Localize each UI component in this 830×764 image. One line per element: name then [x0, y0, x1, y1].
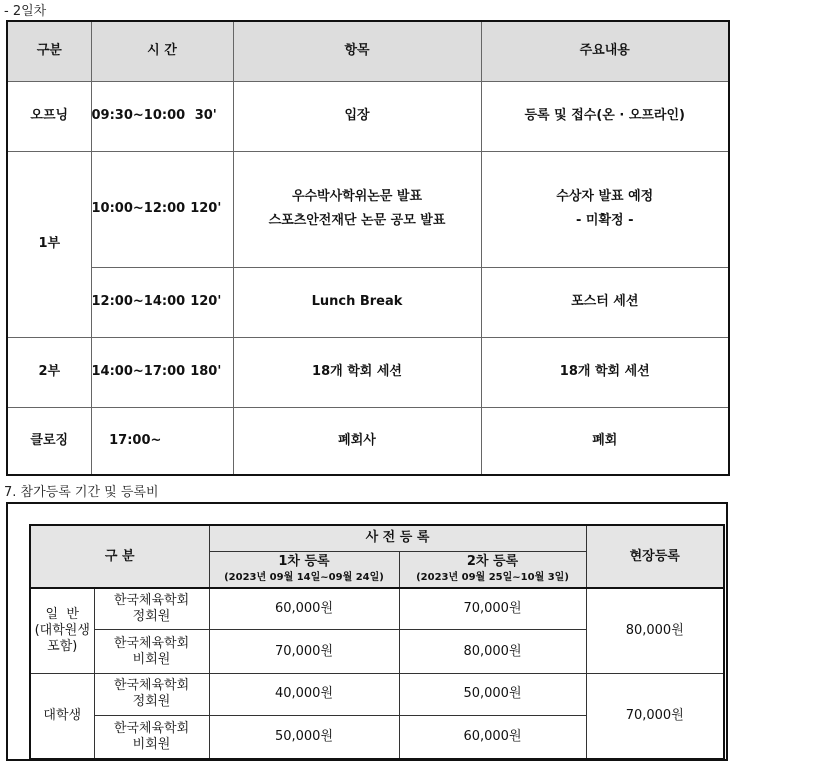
fee-header-second	[399, 551, 586, 588]
part2-time: 14:00~17:00	[91, 337, 179, 407]
general-label-line1: 일 반	[45, 607, 79, 623]
registration-box	[6, 502, 728, 761]
header-time: 시 간	[91, 21, 233, 81]
part2-item: 18개 학회 세션	[233, 337, 481, 407]
registration-fee-table	[29, 524, 725, 760]
student-nonmember-first-fee: 50,000원	[209, 715, 399, 759]
general-label-line3: 포함)	[47, 639, 78, 655]
opening-content: 등록 및 접수(온 · 오프라인)	[481, 81, 729, 151]
student-nonmember-second-fee: 60,000원	[399, 715, 586, 759]
general-onsite-fee: 80,000원	[586, 588, 724, 673]
part1a-item-line1: 우수박사학위논문 발표	[291, 189, 423, 204]
general-member-first-fee: 60,000원	[209, 588, 399, 630]
general-nonmember-second-fee: 80,000원	[399, 630, 586, 674]
row-opening	[7, 81, 729, 151]
general-nonmember-line2: 비회원	[132, 651, 171, 667]
second-round-label: 2차 등록	[466, 553, 519, 569]
schedule-header-row	[7, 21, 729, 81]
general-nonmember-line1: 한국체육학회	[113, 635, 190, 651]
general-label-line2: (대학원생	[34, 623, 90, 639]
closing-content: 폐회	[481, 407, 729, 475]
student-nonmember-line2: 비회원	[132, 736, 171, 752]
row-part1-a	[7, 151, 729, 267]
student-label: 대학생	[30, 674, 94, 759]
student-member-line2: 정회원	[132, 694, 171, 710]
header-item: 항목	[233, 21, 481, 81]
first-round-period: (2023년 09월 14일~09월 24일)	[224, 571, 384, 583]
fee-header-onsite: 현장등록	[586, 525, 724, 588]
student-member-second-fee: 50,000원	[399, 674, 586, 716]
part1b-item: Lunch Break	[233, 267, 481, 337]
fee-header-pre: 사 전 등 록	[209, 525, 586, 551]
general-member-line1: 한국체육학회	[113, 593, 190, 609]
student-member-first-fee: 40,000원	[209, 674, 399, 716]
header-gubun: 구분	[7, 21, 91, 81]
student-member-row	[30, 674, 724, 716]
day2-caption: - 2일차	[4, 4, 47, 19]
opening-item: 입장	[233, 81, 481, 151]
closing-item: 폐회사	[233, 407, 481, 475]
row-part1-b	[7, 267, 729, 337]
part1a-duration: 120'	[179, 151, 233, 267]
fee-header-first	[209, 551, 399, 588]
part1b-content: 포스터 세션	[481, 267, 729, 337]
opening-label: 오프닝	[7, 81, 91, 151]
part1a-content-line2: - 미확정 -	[575, 213, 634, 228]
fee-header-gubun: 구 분	[30, 525, 209, 588]
part2-duration: 180'	[179, 337, 233, 407]
second-round-period: (2023년 09월 25일~10월 3일)	[416, 571, 569, 583]
opening-time: 09:30~10:00	[91, 81, 179, 151]
part1-label: 1부	[7, 151, 91, 337]
part1a-content	[481, 151, 729, 267]
general-nonmember-type	[94, 630, 209, 674]
part1b-duration: 120'	[179, 267, 233, 337]
student-member-line1: 한국체육학회	[113, 678, 190, 694]
registration-caption: 7. 참가등록 기간 및 등록비	[4, 485, 159, 500]
part1a-content-line1: 수상자 발표 예정	[556, 189, 654, 204]
row-part2	[7, 337, 729, 407]
student-nonmember-type	[94, 715, 209, 759]
day2-schedule-table	[6, 20, 730, 476]
student-onsite-fee: 70,000원	[586, 674, 724, 759]
general-member-type	[94, 588, 209, 630]
header-content: 주요내용	[481, 21, 729, 81]
part1b-time: 12:00~14:00	[91, 267, 179, 337]
closing-label: 클로징	[7, 407, 91, 475]
opening-duration: 30'	[179, 81, 233, 151]
general-member-line2: 정회원	[132, 609, 171, 625]
general-nonmember-first-fee: 70,000원	[209, 630, 399, 674]
fee-header-row1	[30, 525, 724, 551]
student-member-type	[94, 674, 209, 716]
first-round-label: 1차 등록	[278, 553, 330, 569]
part2-label: 2부	[7, 337, 91, 407]
row-closing	[7, 407, 729, 475]
part1a-time: 10:00~12:00	[91, 151, 179, 267]
part2-content: 18개 학회 세션	[481, 337, 729, 407]
part1a-item-line2: 스포츠안전재단 논문 공모 발표	[268, 213, 446, 228]
student-nonmember-line1: 한국체육학회	[113, 720, 190, 736]
part1a-item	[233, 151, 481, 267]
general-member-second-fee: 70,000원	[399, 588, 586, 630]
general-label	[30, 588, 94, 673]
closing-duration	[179, 407, 233, 475]
general-member-row	[30, 588, 724, 630]
closing-time: 17:00~	[91, 407, 179, 475]
